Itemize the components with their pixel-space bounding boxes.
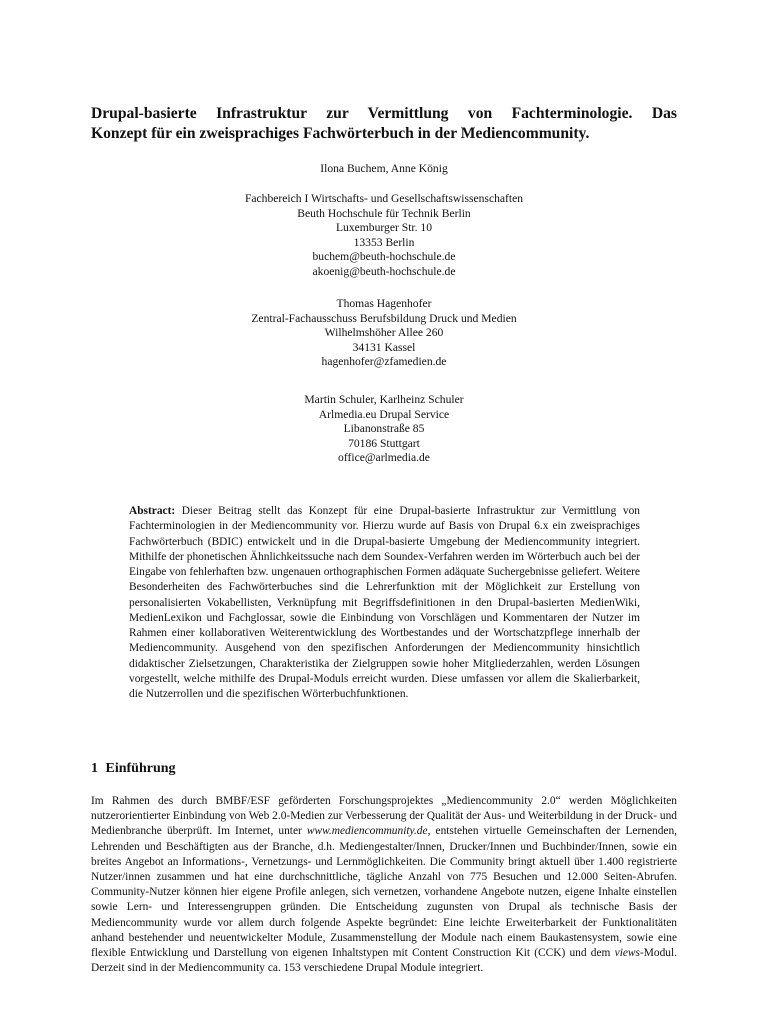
abstract [129,504,640,702]
body-text-part-3: -Modul. Derzeit sind in der Mediencommunity ca. 153 verschiedene Drupal Module integriert. [91,947,677,975]
body-paragraph [91,794,677,976]
abstract-text: Dieser Beitrag stellt das Konzept für eine Drupal-basierte Infrastruktur zur Vermittlung von Fachterminologien in der Mediencommunity vor. Hierzu wurde auf Basis von Drupal 6.x ein zweisprachiges Fachwörterbuch (BDIC) entwickelt und in die Drupal-basierte Umgebung der Mediencommunity integriert. Mithilfe der phonetischen Ähnlichkeitssuche nach dem Soundex-Verfahren werden im Wörterbuch auch bei der Eingabe von fehlerhaften bzw. ungenauen orthographischen Formen adäquate Suchergebnisse geliefert. Weitere Besonderheiten des Fachwörterbuches sind die Lehrerfunktion mit der Möglichkeit zur Erstellung von personalisierten Vokabellisten, Verknüpfung mit Begriffsdefinitionen in den Drupal-basierten MedienWiki, MedienLexikon und Fachglossar, sowie die Einbindung von Vorschlägen und Kommentaren der Nutzer im Rahmen einer kollaborativen Weiterentwicklung des Wortbestandes und der Wortschatzpflege innerhalb der Mediencommunity. Ausgehend von den spezifischen Anforderungen der Mediencommunity hinsichtlich didaktischer Zielsetzungen, Charakteristika der Zielgruppen sowie hoher Mitgliederzahlen, werden Lösungen vorgestellt, welche mithilfe des Drupal-Moduls erreicht wurden. Diese umfassen vor allem die Skalierbarkeit, die Nutzerrollen und die spezifischen Wörterbuchfunktionen. [129,505,640,700]
section-number: 1 [91,761,98,776]
author-name-line: Martin Schuler, Karlheinz Schuler [304,393,464,406]
paper-title-line-1: Drupal-basierte Infrastruktur zur Vermittlung von Fachterminologie. Das [91,105,677,122]
views-module-reference: views [614,947,640,960]
affiliation-line: Wilhelmshöher Allee 260 [324,326,444,340]
author-name-line: Thomas Hagenhofer [336,297,432,310]
affiliation-line: Arlmedia.eu Drupal Service [318,407,450,421]
author-list [0,162,768,177]
affiliation-line: Zentral-Fachausschuss Berufsbildung Druck und Medien [251,311,517,325]
body-text-part-2: , entstehen virtuelle Gemeinschaften der Lernenden, Lehrenden und Beschäftigten aus der Branche, d.h. Mediengestalter/Innen, Drucker/Innen und Buchbinder/Innen, sowie ein breites Angebot an Informations-, Vernetzungs- und Lernmöglichkeiten. Die Community bringt aktuell über 1.400 registrierte Nutzer/innen zusammen und hat eine durchschnittliche, tägliche Anzahl von 775 Besuchen und 12.000 Seiten-Abrufen. Community-Nutzer können hier eigene Profile anlegen, sich vernetzen, vorhandene Angebote nutzen, eigene Inhalte einstellen sowie Lern- und Interessengruppen gründen. Die Entscheidung zugunsten von Drupal als technische Basis der Mediencommunity wurde vor allem durch folgende Aspekte begründet: Eine leichte Erweiterbarkeit der Funktionalitäten anhand bestehender und neuentwickelter Module, Zusammenstellung der Module nach einem Baukastensystem, sowie eine flexible Entwicklung und Darstellung von eigenen Inhaltstypen mit Content Construction Kit (CCK) und dem [91,825,677,960]
affiliation-line: Libanonstraße 85 [343,422,425,436]
affiliation-block-3 [0,393,768,466]
affiliation-block-2 [0,297,768,370]
authors-line: Ilona Buchem, Anne König [320,162,448,175]
email-line: office@arlmedia.de [338,451,430,465]
body-text-part-1: Im Rahmen des durch BMBF/ESF geförderten Forschungsprojektes „Mediencommunity 2.0“ werden Möglichkeiten nutzerorientierter Einbindung von Web 2.0-Medien zur Verbesserung der Qualität der Aus- und Weiterbildung in der Druck- und Medienbranche überprüft. Im Internet, unter [91,795,677,838]
affiliation-line: 13353 Berlin [353,235,415,249]
affiliation-line: Luxemburger Str. 10 [335,221,433,235]
affiliation-line: 34131 Kassel [352,340,416,354]
website-reference: www.mediencommunity.de [306,825,428,838]
email-line: akoenig@beuth-hochschule.de [312,264,456,278]
affiliation-line: Beuth Hochschule für Technik Berlin [297,206,471,220]
email-line: buchem@beuth-hochschule.de [312,250,456,264]
abstract-label: Abstract: [129,505,176,517]
affiliation-line: Fachbereich I Wirtschafts- und Gesellschaftswissenschaften [244,192,524,205]
affiliation-line: 70186 Stuttgart [348,436,420,450]
section-title: Einführung [105,761,176,776]
paper-title-line-2: Konzept für ein zweisprachiges Fachwörterbuch in der Mediencommunity. [91,125,590,142]
paper-title [91,104,677,144]
section-heading [91,761,176,777]
affiliation-block-1 [0,192,768,280]
email-line: hagenhofer@zfamedien.de [321,355,447,369]
